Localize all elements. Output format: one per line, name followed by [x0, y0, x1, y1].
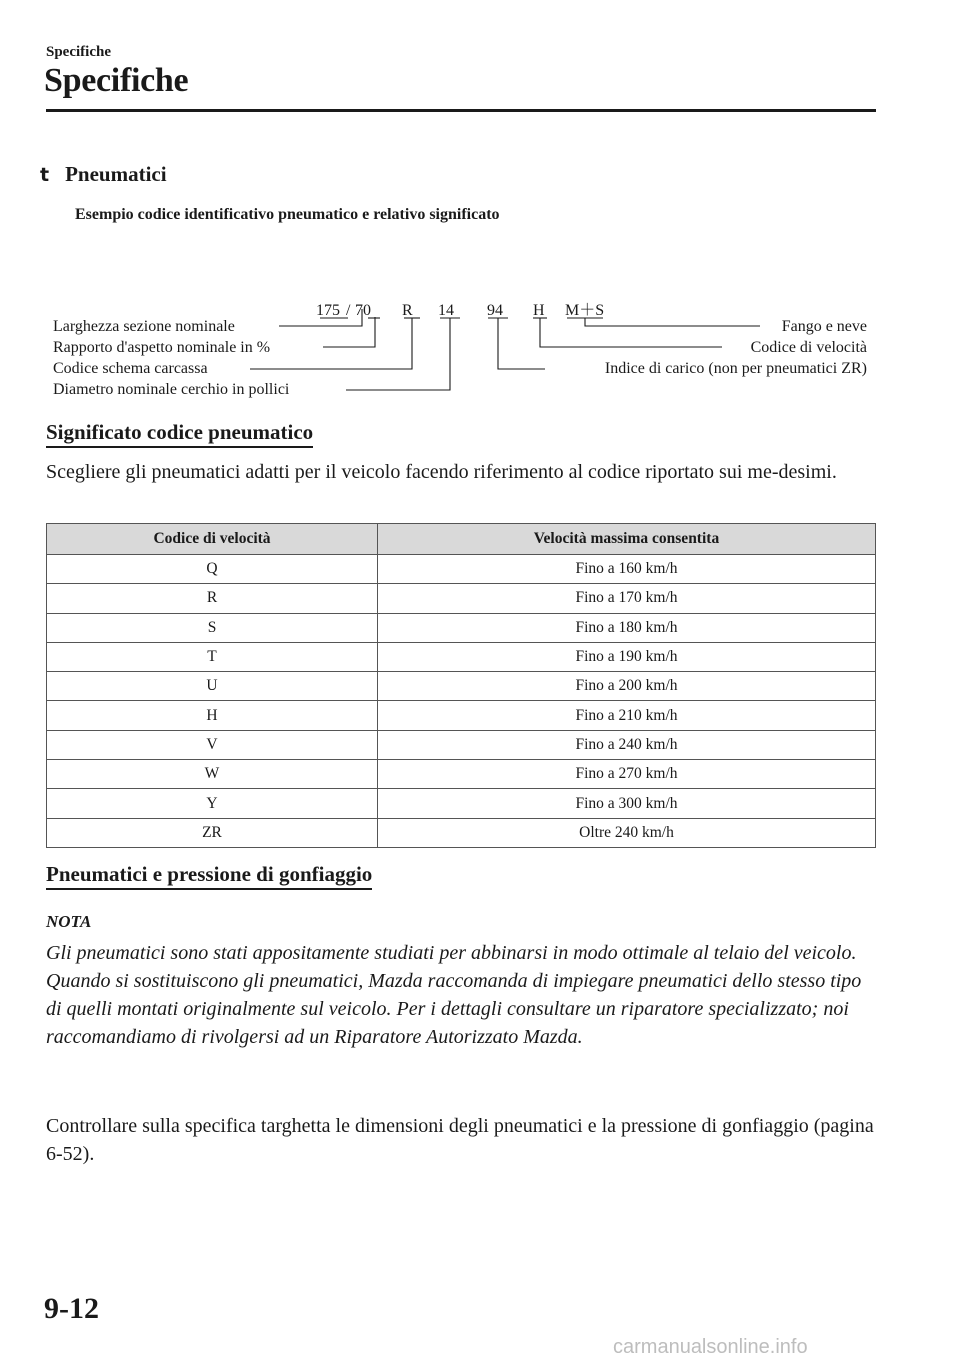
table-row: [47, 789, 876, 818]
max-speed-cell: Fino a 190 km/h: [378, 642, 876, 671]
max-speed-cell: Fino a 240 km/h: [378, 730, 876, 759]
speed-table: [46, 523, 876, 848]
code-rim: 14: [438, 302, 454, 319]
label-load: Indice di carico (non per pneumatici ZR): [604, 360, 867, 377]
speed-code-cell: R: [47, 584, 378, 613]
max-speed-cell: Fino a 270 km/h: [378, 760, 876, 789]
page-title: Specifiche: [44, 62, 189, 99]
leader-line-load: [498, 318, 545, 369]
section-title: Pneumatici: [65, 162, 167, 186]
max-speed-cell: Fino a 160 km/h: [378, 555, 876, 584]
table-row: [47, 818, 876, 847]
note-label: NOTA: [46, 912, 92, 931]
code-construction: R: [402, 302, 413, 319]
speed-code-cell: U: [47, 672, 378, 701]
diagram-subtitle: Esempio codice identificativo pneumatico e relativo significato: [75, 206, 500, 223]
section-heading: [40, 162, 167, 187]
max-speed-cell: Fino a 170 km/h: [378, 584, 876, 613]
label-aspect: Rapporto d'aspetto nominale in %: [53, 339, 271, 356]
label-construction: Codice schema carcassa: [53, 360, 208, 377]
max-speed-cell: Fino a 210 km/h: [378, 701, 876, 730]
pressure-heading: Pneumatici e pressione di gonfiaggio: [46, 862, 372, 890]
speed-code-cell: V: [47, 730, 378, 759]
table-row: [47, 730, 876, 759]
tire-code-text: Scegliere gli pneumatici adatti per il veicolo facendo riferimento al codice riportato sui me-desimi.: [46, 461, 837, 483]
label-rim: Diametro nominale cerchio in pollici: [53, 381, 290, 398]
leader-line-mud-snow: [585, 318, 760, 326]
leader-line-speed: [540, 318, 722, 347]
speed-code-cell: S: [47, 613, 378, 642]
title-rule: [46, 109, 876, 112]
code-aspect: 70: [355, 302, 371, 319]
note-paragraph-1: Gli pneumatici sono stati appositamente studiati per abbinarsi in modo ottimale al telaio del veicolo.: [46, 942, 857, 964]
table-row: [47, 701, 876, 730]
note-paragraph-2: Quando si sostituiscono gli pneumatici, Mazda raccomanda di impiegare pneumatici dello stesso tipo di quelli montati originalmente sul veicolo. Per i dettagli consultare un riparatore specializzato; noi raccomandiamo di rivolgersi ad un Riparatore Autorizzato Mazda.: [46, 970, 862, 1048]
leader-line-rim: [346, 318, 450, 390]
speed-code-cell: H: [47, 701, 378, 730]
label-mud-snow: Fango e neve: [781, 318, 867, 335]
tire-code-heading: Significato codice pneumatico: [46, 420, 313, 448]
page-number: 9-12: [44, 1292, 99, 1325]
table-row: [47, 613, 876, 642]
table-row: [47, 760, 876, 789]
max-speed-cell: Fino a 200 km/h: [378, 672, 876, 701]
max-speed-cell: Oltre 240 km/h: [378, 818, 876, 847]
label-speed: Codice di velocità: [750, 339, 867, 356]
note-text: [46, 939, 876, 1051]
header-speed-code: Codice di velocità: [47, 524, 378, 555]
code-slash: /: [346, 302, 351, 319]
table-row: [47, 642, 876, 671]
tire-code-diagram: [0, 290, 960, 405]
table-row: [47, 672, 876, 701]
header-max-speed: Velocità massima consentita: [378, 524, 876, 555]
max-speed-cell: Fino a 180 km/h: [378, 613, 876, 642]
code-mud-snow: M＋S: [565, 302, 605, 319]
table-row: [47, 584, 876, 613]
code-speed: H: [533, 302, 545, 319]
speed-code-cell: Q: [47, 555, 378, 584]
speed-code-cell: Y: [47, 789, 378, 818]
max-speed-cell: Fino a 300 km/h: [378, 789, 876, 818]
code-width: 175: [316, 302, 340, 319]
pressure-text: Controllare sulla specifica targhetta le dimensioni degli pneumatici e la pressione di gonfiaggio (pagina 6-52).: [46, 1115, 874, 1165]
speed-code-cell: ZR: [47, 818, 378, 847]
speed-code-cell: T: [47, 642, 378, 671]
table-row: [47, 555, 876, 584]
code-load: 94: [487, 302, 503, 319]
breadcrumb: Specifiche: [46, 44, 111, 60]
label-width: Larghezza sezione nominale: [53, 318, 235, 335]
section-marker-icon: t: [40, 164, 50, 186]
watermark: carmanualsonline.info: [613, 1336, 808, 1358]
speed-code-cell: W: [47, 760, 378, 789]
leader-line-aspect: [323, 317, 375, 347]
table-header-row: [47, 524, 876, 555]
